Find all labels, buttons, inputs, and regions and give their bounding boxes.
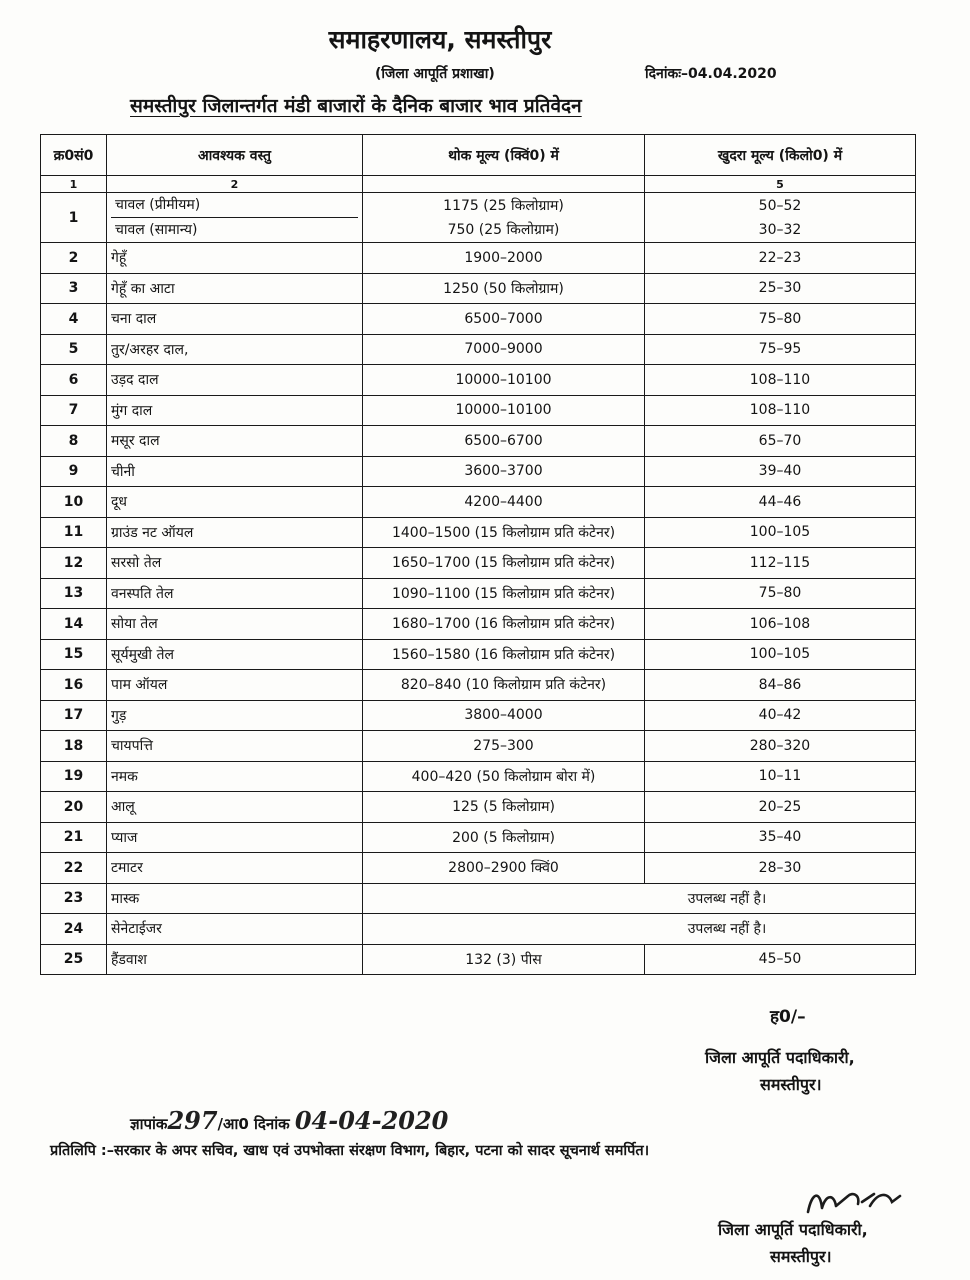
row-sl: 24 (41, 914, 107, 945)
table-row (41, 487, 916, 518)
table-row (41, 883, 916, 914)
table-row (41, 365, 916, 396)
table-row (41, 304, 916, 335)
row-wholesale: 1900–2000 (363, 243, 645, 274)
row-retail: 75–80 (645, 304, 916, 335)
officer-place-2: समस्तीपुर। (770, 1247, 832, 1266)
row-item: गेहूँ (107, 243, 363, 274)
row-item: आलू (107, 792, 363, 823)
copy-to-line: प्रतिलिपि :–सरकार के अपर सचिव, खाध एवं उपभोक्ता संरक्षण विभाग, बिहार, पटना को सादर सूचनार्थ समर्पित। (50, 1143, 650, 1159)
row-sl: 11 (41, 517, 107, 548)
row-wholesale: 4200–4400 (363, 487, 645, 518)
table-row (41, 853, 916, 884)
row-item: सरसो तेल (107, 548, 363, 579)
colnum-wholesale (363, 176, 645, 193)
row-retail: 100–105 (645, 517, 916, 548)
row-wholesale: 1090–1100 (15 किलोग्राम प्रति कंटेनर) (363, 578, 645, 609)
row-wholesale: 3800–4000 (363, 700, 645, 731)
row-sl: 16 (41, 670, 107, 701)
table-row (41, 456, 916, 487)
row-sl: 6 (41, 365, 107, 396)
row-retail: 40–42 (645, 700, 916, 731)
rice-normal-retail: 30–32 (758, 221, 802, 238)
row-retail: 20–25 (645, 792, 916, 823)
row-sl: 14 (41, 609, 107, 640)
table-row (41, 670, 916, 701)
memo-mid-label: /आ0 दिनांक (217, 1115, 290, 1133)
row-sl: 25 (41, 944, 107, 975)
row-wholesale (363, 193, 645, 243)
row-retail: 100–105 (645, 639, 916, 670)
row-sl: 4 (41, 304, 107, 335)
rice-normal-label: चावल (सामान्य) (111, 217, 358, 242)
row-sl: 18 (41, 731, 107, 762)
colnum-item: 2 (107, 176, 363, 193)
row-sl: 1 (41, 193, 107, 243)
row-retail: 45–50 (645, 944, 916, 975)
rice-premium-wholesale: 1175 (25 किलोग्राम) (443, 197, 564, 214)
row-item: सोया तेल (107, 609, 363, 640)
memo-line (130, 1106, 448, 1135)
row-retail: 108–110 (645, 365, 916, 396)
row-retail: 44–46 (645, 487, 916, 518)
row-item: टमाटर (107, 853, 363, 884)
row-wholesale: 820–840 (10 किलोग्राम प्रति कंटेनर) (363, 670, 645, 701)
memo-date: 04-04-2020 (294, 1106, 449, 1135)
row-wholesale: 3600–3700 (363, 456, 645, 487)
row-item: ग्राउंड नट ऑयल (107, 517, 363, 548)
table-row (41, 193, 916, 243)
memo-label: ज्ञापांक (130, 1115, 168, 1133)
rice-premium-label: चावल (प्रीमीयम) (115, 197, 201, 213)
row-item: सूर्यमुखी तेल (107, 639, 363, 670)
row-sl: 12 (41, 548, 107, 579)
row-retail: 75–95 (645, 334, 916, 365)
row-sl: 17 (41, 700, 107, 731)
row-retail (645, 193, 916, 243)
office-title: समाहरणालय, समस्तीपुर (328, 25, 552, 54)
row-wholesale: 1560–1580 (16 किलोग्राम प्रति कंटेनर) (363, 639, 645, 670)
row-item: गुड़ (107, 700, 363, 731)
row-wholesale: 6500–7000 (363, 304, 645, 335)
row-item: तुर/अरहर दाल, (107, 334, 363, 365)
row-unavailable-note: उपलब्ध नहीं है। (363, 883, 916, 914)
table-row (41, 731, 916, 762)
row-item: मुंग दाल (107, 395, 363, 426)
row-item: गेहूँ का आटा (107, 273, 363, 304)
memo-number: 297 (167, 1106, 218, 1135)
table-row (41, 517, 916, 548)
row-wholesale: 400–420 (50 किलोग्राम बोरा में) (363, 761, 645, 792)
header-sl: क्र0सं0 (41, 135, 107, 176)
row-retail: 112–115 (645, 548, 916, 579)
row-sl: 23 (41, 883, 107, 914)
row-wholesale: 2800–2900 क्विं0 (363, 853, 645, 884)
branch-label: (जिला आपूर्ति प्रशाखा) (375, 66, 495, 82)
table-row (41, 639, 916, 670)
row-item: वनस्पति तेल (107, 578, 363, 609)
row-sl: 7 (41, 395, 107, 426)
table-row (41, 944, 916, 975)
row-sl: 10 (41, 487, 107, 518)
row-retail: 84–86 (645, 670, 916, 701)
row-retail: 108–110 (645, 395, 916, 426)
table-row (41, 395, 916, 426)
row-retail: 10–11 (645, 761, 916, 792)
row-sl: 3 (41, 273, 107, 304)
price-table (40, 134, 916, 975)
row-item: चीनी (107, 456, 363, 487)
row-retail: 75–80 (645, 578, 916, 609)
header-wholesale: थोक मूल्य (क्विं0) में (363, 135, 645, 176)
row-retail: 28–30 (645, 853, 916, 884)
row-sl: 21 (41, 822, 107, 853)
row-wholesale: 1650–1700 (15 किलोग्राम प्रति कंटेनर) (363, 548, 645, 579)
officer-designation-2: जिला आपूर्ति पदाधिकारी, (718, 1220, 868, 1239)
row-item (107, 193, 363, 243)
row-wholesale: 132 (3) पीस (363, 944, 645, 975)
row-sl: 9 (41, 456, 107, 487)
row-retail: 106–108 (645, 609, 916, 640)
row-item: नमक (107, 761, 363, 792)
row-sl: 15 (41, 639, 107, 670)
table-row (41, 334, 916, 365)
row-wholesale: 275–300 (363, 731, 645, 762)
header-item: आवश्यक वस्तु (107, 135, 363, 176)
column-number-row (41, 176, 916, 193)
row-item: प्याज (107, 822, 363, 853)
row-retail: 25–30 (645, 273, 916, 304)
row-retail: 22–23 (645, 243, 916, 274)
row-sl: 22 (41, 853, 107, 884)
row-wholesale: 10000–10100 (363, 395, 645, 426)
row-retail: 65–70 (645, 426, 916, 457)
row-sl: 5 (41, 334, 107, 365)
row-sl: 2 (41, 243, 107, 274)
row-wholesale: 1250 (50 किलोग्राम) (363, 273, 645, 304)
row-sl: 19 (41, 761, 107, 792)
row-wholesale: 7000–9000 (363, 334, 645, 365)
row-sl: 8 (41, 426, 107, 457)
table-row (41, 578, 916, 609)
row-unavailable-note: उपलब्ध नहीं है। (363, 914, 916, 945)
table-row (41, 761, 916, 792)
row-retail: 280–320 (645, 731, 916, 762)
report-date: दिनांकः–04.04.2020 (645, 66, 777, 82)
row-item: मसूर दाल (107, 426, 363, 457)
colnum-retail: 5 (645, 176, 916, 193)
rice-normal-wholesale: 750 (25 किलोग्राम) (447, 221, 560, 238)
handwritten-signature (800, 1182, 910, 1222)
table-row (41, 273, 916, 304)
table-row (41, 609, 916, 640)
row-item: पाम ऑयल (107, 670, 363, 701)
row-wholesale: 1400–1500 (15 किलोग्राम प्रति कंटेनर) (363, 517, 645, 548)
table-row (41, 243, 916, 274)
row-wholesale: 125 (5 किलोग्राम) (363, 792, 645, 823)
row-item: हैंडवाश (107, 944, 363, 975)
row-item: उड़द दाल (107, 365, 363, 396)
row-item: सेनेटाईजर (107, 914, 363, 945)
row-item: दूध (107, 487, 363, 518)
row-wholesale: 10000–10100 (363, 365, 645, 396)
signed-mark: ह0/– (770, 1007, 806, 1027)
row-retail: 39–40 (645, 456, 916, 487)
row-wholesale: 1680–1700 (16 किलोग्राम प्रति कंटेनर) (363, 609, 645, 640)
table-row (41, 822, 916, 853)
report-title: समस्तीपुर जिलान्तर्गत मंडी बाजारों के दैनिक बाजार भाव प्रतिवेदन (130, 95, 582, 117)
row-wholesale: 6500–6700 (363, 426, 645, 457)
row-sl: 20 (41, 792, 107, 823)
rice-premium-retail: 50–52 (758, 197, 802, 214)
officer-designation: जिला आपूर्ति पदाधिकारी, (705, 1048, 855, 1067)
table-row (41, 548, 916, 579)
row-sl: 13 (41, 578, 107, 609)
officer-place: समस्तीपुर। (760, 1075, 822, 1094)
table-row (41, 426, 916, 457)
header-retail: खुदरा मूल्य (किलो0) में (645, 135, 916, 176)
table-row (41, 914, 916, 945)
row-item: मास्क (107, 883, 363, 914)
table-row (41, 700, 916, 731)
row-item: चना दाल (107, 304, 363, 335)
row-item: चायपत्ति (107, 731, 363, 762)
row-wholesale: 200 (5 किलोग्राम) (363, 822, 645, 853)
colnum-sl: 1 (41, 176, 107, 193)
table-row (41, 792, 916, 823)
row-retail: 35–40 (645, 822, 916, 853)
table-header-row (41, 135, 916, 176)
